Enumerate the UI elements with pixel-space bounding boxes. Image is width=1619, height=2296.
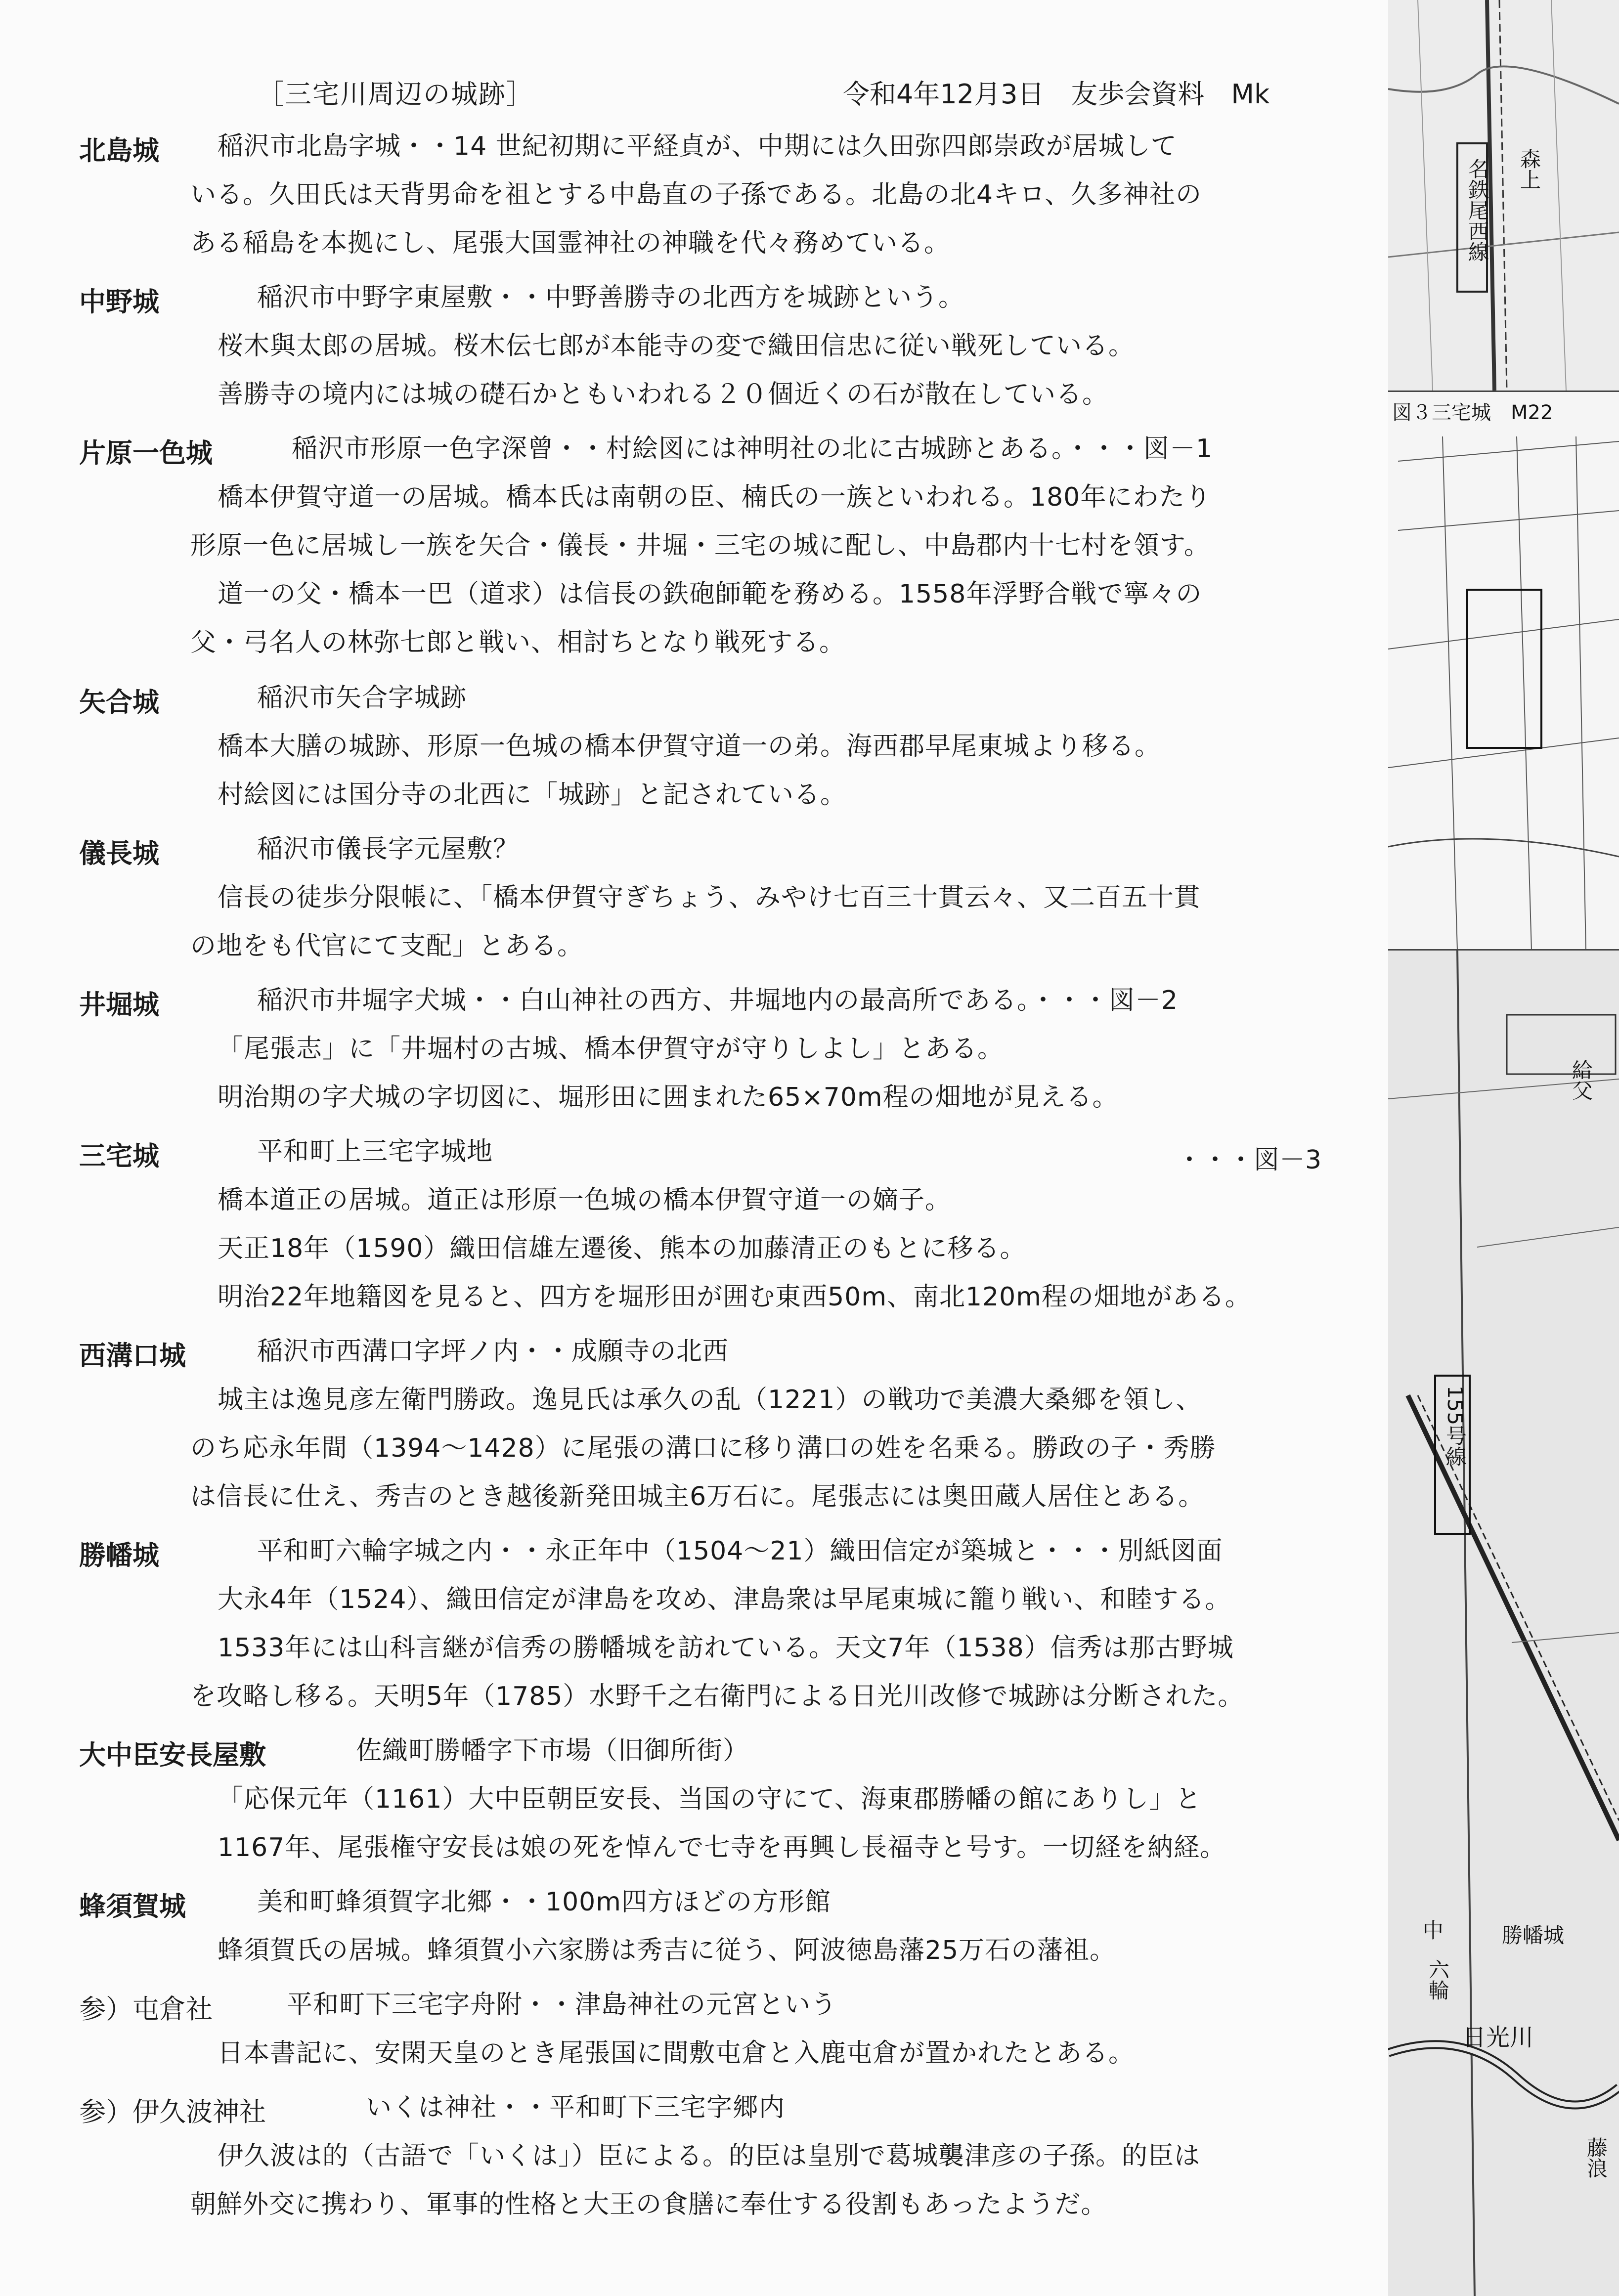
map-strip xyxy=(1388,0,1619,2296)
map-label: 六輪 xyxy=(1426,1959,1450,2000)
section-text: いる。久田氏は天背男命を祖とする中島直の子孫である。北島の北4キロ、久多神社の xyxy=(190,180,1202,210)
section-text: 平和町下三宅字舟附・・津島神社の元宮という xyxy=(287,1990,837,2020)
section-text: 日本書記に、安閑天皇のとき尾張国に間敷屯倉と入鹿屯倉が置かれたとある。 xyxy=(218,2038,1135,2068)
section-text: 橋本大膳の城跡、形原一色城の橋本伊賀守道一の弟。海西郡早尾東城より移る。 xyxy=(218,732,1161,761)
section-text: 明治期の字犬城の字切図に、堀形田に囲まれた65×70m程の畑地が見える。 xyxy=(218,1083,1119,1112)
section-name: 蜂須賀城 xyxy=(79,1891,186,1922)
section-text: 伊久波は的（古語で「いくは」）臣による。的臣は皇別で葛城襲津彦の子孫。的臣は xyxy=(218,2141,1201,2171)
section-text: のち応永年間（1394～1428）に尾張の溝口に移り溝口の姓を名乗る。勝政の子・秀勝 xyxy=(190,1433,1216,1463)
section-text: 1167年、尾張権守安長は娘の死を悼んで七寺を再興し長福寺と号す。一切経を納経。 xyxy=(218,1833,1226,1863)
document-meta: 令和4年12月3日 友歩会資料 Mk xyxy=(843,79,1270,110)
map-top-drawing xyxy=(1388,0,1619,390)
section-text: 善勝寺の境内には城の礎石かともいわれる２０個近くの石が散在している。 xyxy=(218,380,1109,409)
map-label: 中 xyxy=(1423,1918,1444,1943)
section-text: 稲沢市北島字城・・14 世紀初期に平経貞が、中期には久田弥四郎崇政が居城して xyxy=(218,131,1177,161)
section-text: いくは神社・・平和町下三宅字郷内 xyxy=(366,2093,786,2123)
section-text: 稲沢市矢合字城跡 xyxy=(257,683,467,713)
section-text: 桜木與太郎の居城。桜木伝七郎が本能寺の変で織田信忠に従い戦死している。 xyxy=(218,331,1135,361)
section-text: 大永4年（1524）、織田信定が津島を攻め、津島衆は早尾東城に籠り戦い、和睦する。 xyxy=(218,1585,1231,1614)
section-name: 井堀城 xyxy=(79,989,159,1020)
map-label: 藤浪 xyxy=(1584,2137,1608,2178)
section-text: 朝鮮外交に携わり、軍事的性格と大王の食膳に奉仕する役割もあったようだ。 xyxy=(190,2190,1107,2219)
section-text: 天正18年（1590）織田信雄左遷後、熊本の加藤清正のもとに移る。 xyxy=(218,1234,1026,1263)
section-name: 参）伊久波神社 xyxy=(79,2096,266,2127)
section-text: 村絵図には国分寺の北西に「城跡」と記されている。 xyxy=(218,780,847,810)
section-text: を攻略し移る。天明5年（1785）水野千之右衛門による日光川改修で城跡は分断された。 xyxy=(190,1682,1244,1711)
map-label: 給父 xyxy=(1569,1059,1593,1101)
section-text: 平和町上三宅字城地 xyxy=(257,1137,493,1167)
section-text: 平和町六輪字城之内・・永正年中（1504～21）織田信定が築城と・・・別紙図面 xyxy=(257,1536,1223,1566)
section-text: は信長に仕え、秀吉のとき越後新発田城主6万石に。尾張志には奥田蔵人居住とある。 xyxy=(190,1482,1205,1512)
section-text: 「応保元年（1161）大中臣朝臣安長、当国の守にて、海東郡勝幡の館にありし」と xyxy=(218,1784,1202,1814)
section-name: 矢合城 xyxy=(79,687,159,718)
figure-ref: ・・・図－3 xyxy=(1177,1145,1322,1175)
section-text: 「尾張志」に「井堀村の古城、橋本伊賀守が守りしよし」とある。 xyxy=(218,1034,1004,1064)
section-name: 参）屯倉社 xyxy=(79,1993,213,2025)
section-name: 片原一色城 xyxy=(79,437,213,469)
section-text: 道一の父・橋本一巴（道求）は信長の鉄砲師範を務める。1558年浮野合戦で寧々の xyxy=(218,579,1202,609)
section-text: 父・弓名人の林弥七郎と戦い、相討ちとなり戦死する。 xyxy=(190,628,846,657)
section-text: 明治22年地籍図を見ると、四方を堀形田が囲む東西50m、南北120m程の畑地がある。 xyxy=(218,1282,1251,1312)
section-name: 三宅城 xyxy=(79,1140,159,1171)
map-label: 日光川 xyxy=(1462,2024,1534,2051)
section-text: 美和町蜂須賀字北郷・・100m四方ほどの方形館 xyxy=(257,1887,831,1917)
section-text: 蜂須賀氏の居城。蜂須賀小六家勝は秀吉に従う、阿波徳島藩25万石の藩祖。 xyxy=(218,1936,1116,1965)
map-label: 勝幡城 xyxy=(1502,1923,1565,1948)
section-text: 稲沢市中野字東屋敷・・中野善勝寺の北西方を城跡という。 xyxy=(257,283,965,312)
section-text: 稲沢市儀長字元屋敷？ xyxy=(257,834,520,864)
section-text: 形原一色に居城し一族を矢合・儀長・井堀・三宅の城に配し、中島郡内十七村を領す。 xyxy=(190,531,1210,561)
map-panel-bottom xyxy=(1388,949,1619,2296)
section-text: 橋本道正の居城。道正は形原一色城の橋本伊賀守道一の嫡子。 xyxy=(218,1185,952,1215)
section-text: 橋本伊賀守道一の居城。橋本氏は南朝の臣、楠氏の一族といわれる。180年にわたり xyxy=(218,482,1212,512)
map-label: 森上 xyxy=(1517,148,1541,190)
map-miyake-drawing xyxy=(1388,392,1619,951)
section-text: 稲沢市西溝口字坪ノ内・・成願寺の北西 xyxy=(257,1337,729,1366)
section-text: 1533年には山科言継が信秀の勝幡城を訪れている。天文7年（1538）信秀は那古野城 xyxy=(218,1633,1234,1663)
section-text: ある稲島を本拠にし、尾張大国霊神社の神職を代々務めている。 xyxy=(190,228,951,258)
section-text: の地をも代官にて支配」とある。 xyxy=(190,931,584,961)
section-text: 稲沢市井堀字犬城・・白山神社の西方、井堀地内の最高所である。・・・図－2 xyxy=(257,986,1179,1015)
section-text: 稲沢市形原一色字深曾・・村絵図には神明社の北に古城跡とある。・・・図－1 xyxy=(292,434,1213,464)
section-name: 勝幡城 xyxy=(79,1540,159,1571)
section-name: 大中臣安長屋敷 xyxy=(79,1739,266,1771)
section-name: 儀長城 xyxy=(79,838,159,869)
section-name: 西溝口城 xyxy=(79,1340,186,1371)
section-text: 城主は逸見彦左衛門勝政。逸見氏は承久の乱（1221）の戦功で美濃大桑郷を領し、 xyxy=(218,1385,1202,1415)
document-title: ［三宅川周辺の城跡］ xyxy=(257,79,534,110)
map-label: 名鉄尾西線 xyxy=(1465,158,1489,262)
map-panel-miyake xyxy=(1388,390,1619,951)
section-name: 中野城 xyxy=(79,286,159,317)
map-caption: 図３三宅城 M22 xyxy=(1392,401,1553,424)
map-bottom-drawing xyxy=(1388,951,1619,2296)
section-name: 北島城 xyxy=(79,135,159,166)
section-text: 信長の徒歩分限帳に、「橋本伊賀守ぎちょう、みやけ七百三十貫云々、又二百五十貫 xyxy=(218,883,1201,912)
map-panel-top xyxy=(1388,0,1619,390)
section-text: 佐織町勝幡字下市場（旧御所街） xyxy=(356,1736,749,1766)
map-label: 155号線 xyxy=(1443,1386,1467,1467)
